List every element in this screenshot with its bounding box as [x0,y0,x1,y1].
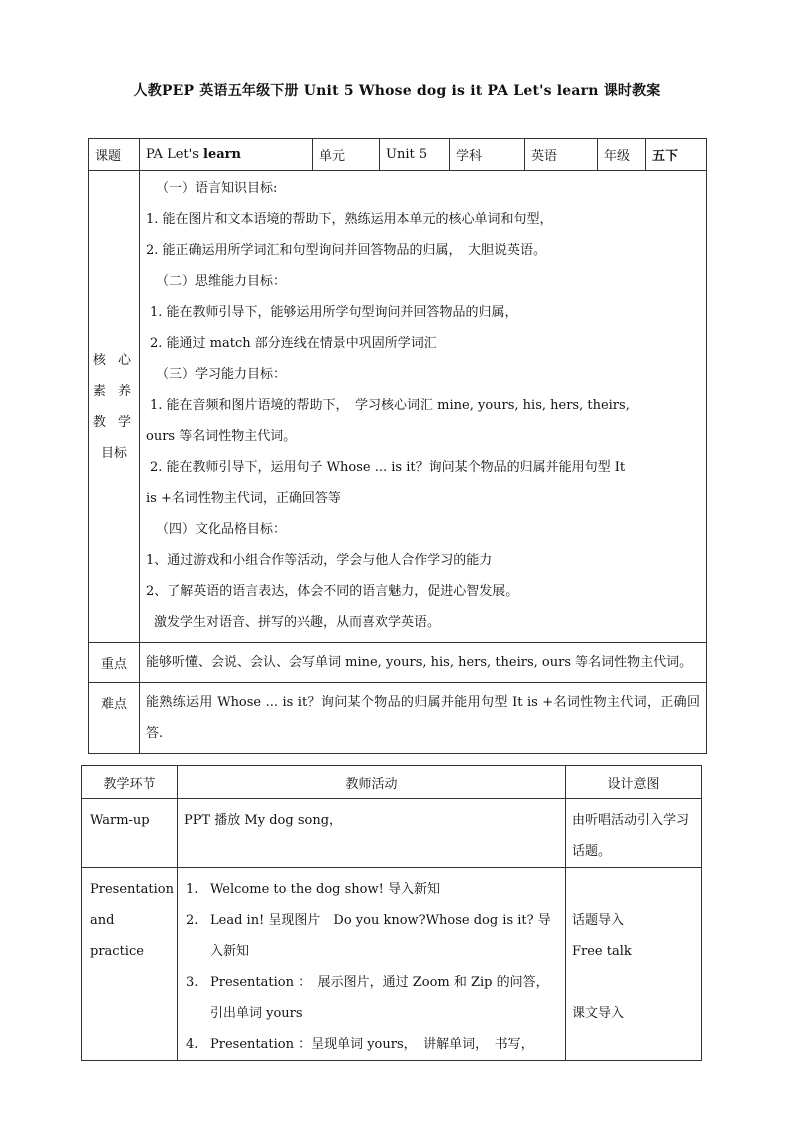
header-row [89,139,707,171]
subject-label: 学科 [450,139,525,171]
difficult-points-row [89,683,707,754]
goals-row [89,171,707,643]
stage-header: 教学环节 [82,766,178,799]
stage-cell: Presentation and practice [82,868,178,1061]
activity-header: 教师活动 [178,766,566,799]
list-item: 3. Presentation ： 展示图片，通过 Zoom 和 Zip 的问答， 引出单词 yours [186,975,556,1021]
table-row [82,868,702,1061]
unit-value: Unit 5 [380,139,450,171]
goal-line: 1. 能在音频和图片语境的帮助下， 学习核心词汇 mine, yours, his, hers, theirs, [150,398,630,413]
activity-cell: PPT 播放 My dog song， [178,799,566,868]
stage-cell: Warm-up [82,799,178,868]
intent-cell: 由听唱活动引入学习话题。 [566,799,702,868]
teaching-process-table [81,765,702,1061]
key-points-row [89,643,707,683]
goal-heading: （二）思维能力目标： [156,274,287,289]
lesson-info-table [88,138,707,754]
difficult-points-text: 能熟练运用 Whose ... is it？询问某个物品的归属并能用句型 It is +名词性物主代词，正确回答. [140,683,707,754]
activity-cell [178,868,566,1061]
list-item: 2. Lead in! 呈现图片 Do you know?Whose dog is it? 导入新知 [186,913,551,959]
list-item: 1. Welcome to the dog show! 导入新知 [186,882,440,897]
intent-line: Free talk [572,944,632,959]
list-item: 4. Presentation ：呈现单词 yours， 讲解单词， 书写， [186,1037,534,1052]
grade-value: 五下 [646,139,707,171]
goal-line: 2. 能正确运用所学词汇和句型询问并回答物品的归属， 大胆说英语。 [146,243,547,258]
goal-line: 1. 能在图片和文本语境的帮助下，熟练运用本单元的核心单词和句型， [146,212,553,227]
key-points-label: 重点 [89,643,140,683]
key-points-text: 能够听懂、会说、会认、会写单词 mine, yours, his, hers, theirs, ours 等名词性物主代词。 [140,643,707,683]
subject-value: 英语 [525,139,598,171]
topic-label: 课题 [89,139,140,171]
intent-line: 课文导入 [572,1006,625,1021]
page-title: 人教PEP 英语五年级下册 Unit 5 Whose dog is it PA Let's learn 课时教案 [133,83,661,99]
goal-line: 激发学生对语音、拼写的兴趣，从而喜欢学英语。 [154,615,441,630]
goal-line: 1、通过游戏和小组合作等活动，学会与他人合作学习的能力 [146,553,493,568]
process-header-row [82,766,702,799]
goal-line: is +名词性物主代词，正确回答等 [146,491,341,506]
goal-line: 2、了解英语的语言表达，体会不同的语言魅力，促进心智发展。 [146,584,519,599]
goal-line: ours 等名词性物主代词。 [146,429,297,444]
goal-line: 1. 能在教师引导下，能够运用所学句型询问并回答物品的归属， [150,305,518,320]
goals-content [140,171,707,643]
goal-heading: （一）语言知识目标: [156,181,278,196]
unit-label: 单元 [313,139,380,171]
table-row [82,799,702,868]
intent-cell [566,868,702,1061]
goal-heading: （三）学习能力目标： [156,367,287,382]
goal-line: 2. 能在教师引导下，运用句子 Whose ... is it？询问某个物品的归属并能用句型 It [150,460,626,475]
grade-label: 年级 [598,139,646,171]
goal-heading: （四）文化品格目标： [156,522,287,537]
topic-value: PA Let's learn [140,139,313,171]
goal-line: 2. 能通过 match 部分连线在情景中巩固所学词汇 [150,336,437,351]
difficult-points-label: 难点 [89,683,140,754]
intent-line: 话题导入 [572,913,625,928]
intent-header: 设计意图 [566,766,702,799]
goals-label: 核 心 素 养 教 学 目标 [89,171,140,643]
